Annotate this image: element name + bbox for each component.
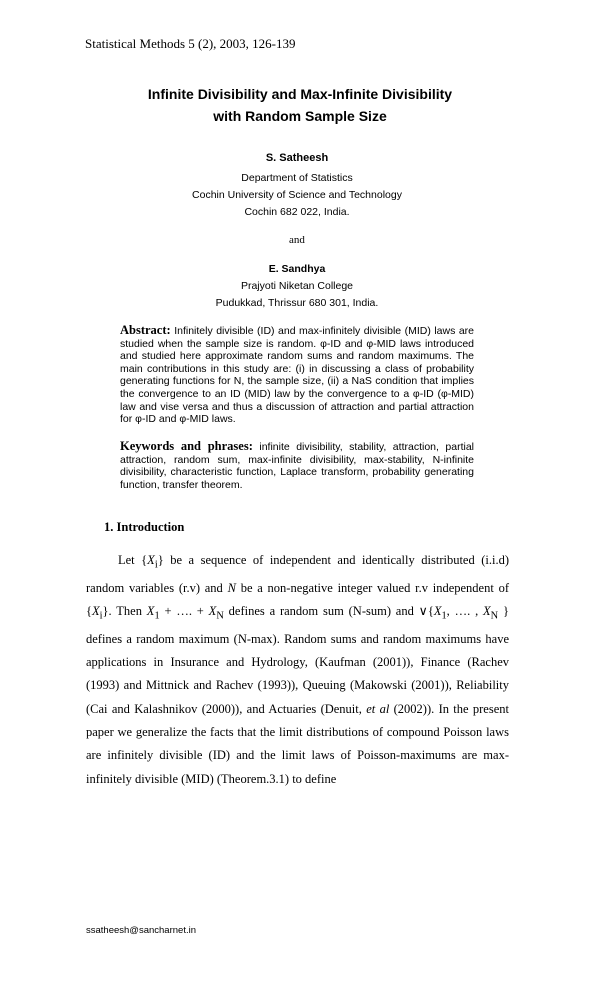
intro-etal: et al xyxy=(366,701,390,716)
abstract-text: Infinitely divisible (ID) and max-infinitely divisible (MID) laws are studied when the sample size is random. φ-ID and φ-MID laws introduced and studied here approximate random sums and random maximums. The main contributions in this study are: (i) in discussing a class of probability generating functions for N, the sample size, (ii) a NaS condition that implies the convergence to an ID (MID) law by the convergence to a φ-ID (φ-MID) law and vise versa and thus a discussion of attraction and partial attraction for φ-ID and φ-MID laws. xyxy=(120,325,474,426)
math-sub: i xyxy=(99,610,103,622)
author2-address: Pudukkad, Thrissur 680 301, India. xyxy=(215,297,379,309)
author1-university: Cochin University of Science and Technology xyxy=(192,189,402,201)
author2-name: E. Sandhya xyxy=(268,263,326,275)
keywords-label: Keywords and phrases: xyxy=(120,439,253,453)
math-var: X xyxy=(92,604,100,619)
intro-text: }. Then xyxy=(102,604,142,619)
math-var: N xyxy=(227,580,236,595)
intro-text: + …. + xyxy=(164,604,204,619)
keywords-text: infinite divisibility, stability, attraction, partial attraction, random sum, max-infinite divisibility, max-stability, N-infinite divisibility, characteristic function, Laplace transform, probability generating function, transfer theorem. xyxy=(120,441,475,491)
math-sub: N xyxy=(216,610,224,622)
intro-text: } defines a random maximum (N-max). Random sums and random maximums have applications in Insurance and Hydrology, (Kaufman (2001)), Finance (Rachev (1993) and Mittnick and Rachev (1993)), Queuing (Makowski (2001)), Reliability (Cai and Kalashnikov (2000)), and Actuaries (Denuit, xyxy=(86,604,510,716)
journal-header: Statistical Methods 5 (2), 2003, 126-139 xyxy=(85,36,296,51)
math-sub: 1 xyxy=(441,610,447,622)
and-separator: and xyxy=(289,234,305,246)
footnote-email: ssatheesh@sancharnet.in xyxy=(86,925,196,936)
math-var: X xyxy=(146,604,155,619)
intro-paragraph xyxy=(86,549,509,791)
author1-address: Cochin 682 022, India. xyxy=(244,206,350,218)
math-sub: i xyxy=(154,559,158,571)
intro-text: } be a sequence of independent and identically distributed (i.i.d) random variables (r.v) and xyxy=(86,553,510,595)
intro-text: Let { xyxy=(118,553,148,567)
intro-text: , …. , xyxy=(446,604,479,619)
intro-text: defines a random sum (N-sum) and ∨{ xyxy=(228,604,434,619)
math-var: X xyxy=(483,604,491,619)
math-var: X xyxy=(147,553,155,567)
abstract-label: Abstract: xyxy=(120,323,171,337)
author1-dept: Department of Statistics xyxy=(241,172,353,184)
author2-college: Prajyoti Niketan College xyxy=(240,280,354,292)
abstract xyxy=(120,324,474,426)
math-var: X xyxy=(208,604,217,619)
paper-title-line1: Infinite Divisibility and Max-Infinite Divisibility xyxy=(147,86,453,102)
intro-text: be a non-negative integer valued r.v independent of { xyxy=(86,580,509,619)
intro-text: (2002)). In the present paper we generalize the facts that the limit distributions of compound Poisson laws are infinitely divisible (ID) and the limit laws of Poisson-maximums are max-infinitely divisible (MID) (Theorem.3.1) to define xyxy=(86,701,509,786)
paper-title-line2: with Random Sample Size xyxy=(213,108,387,124)
author1-name: S. Satheesh xyxy=(265,152,329,164)
math-var: X xyxy=(433,604,442,619)
section-heading: 1. Introduction xyxy=(104,520,185,534)
math-sub: N xyxy=(490,610,499,622)
keywords xyxy=(120,440,474,491)
math-sub: 1 xyxy=(154,610,160,622)
